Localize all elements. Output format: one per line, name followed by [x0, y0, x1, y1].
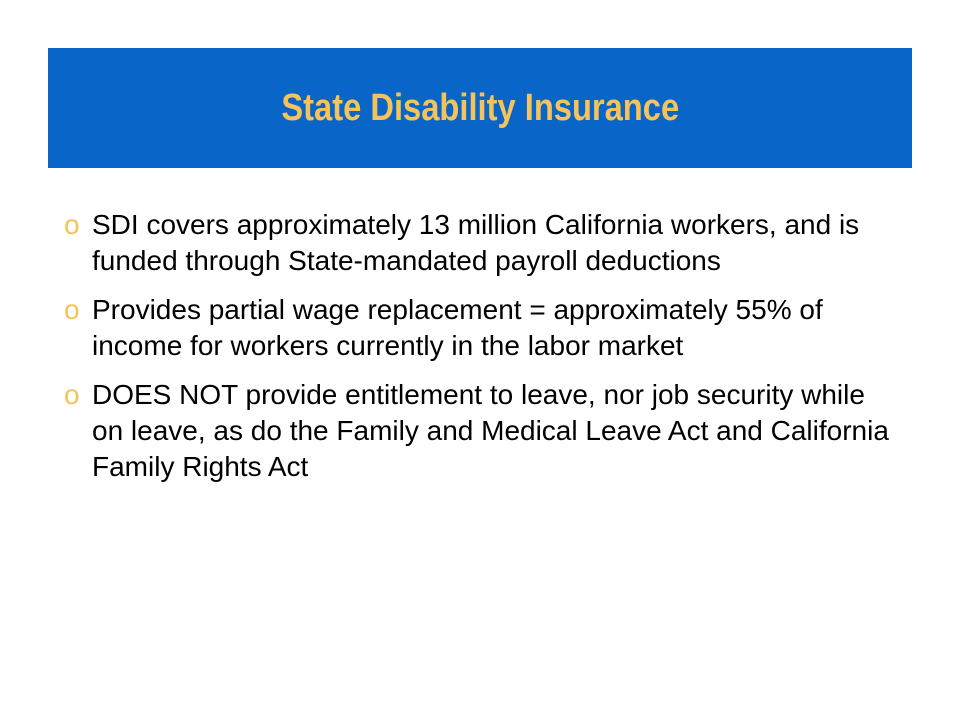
- bullet-marker-icon: o: [64, 294, 80, 325]
- bullet-text: DOES NOT provide entitlement to leave, nor job security while on leave, as do the Family and Medical Leave Act and California Family Rights Act: [92, 379, 889, 482]
- bullet-item-3: [64, 377, 894, 485]
- bullet-marker-icon: o: [64, 379, 80, 410]
- title-banner: [48, 48, 912, 168]
- bullet-marker-icon: o: [64, 209, 80, 240]
- bullet-text: Provides partial wage replacement = approximately 55% of income for workers currently in the labor market: [92, 294, 823, 361]
- bullet-text: SDI covers approximately 13 million California workers, and is funded through State-mandated payroll deductions: [92, 209, 860, 276]
- bullet-list: [64, 207, 894, 498]
- bullet-item-2: [64, 292, 894, 364]
- slide-title: State Disability Insurance: [281, 86, 679, 129]
- bullet-item-1: [64, 207, 894, 279]
